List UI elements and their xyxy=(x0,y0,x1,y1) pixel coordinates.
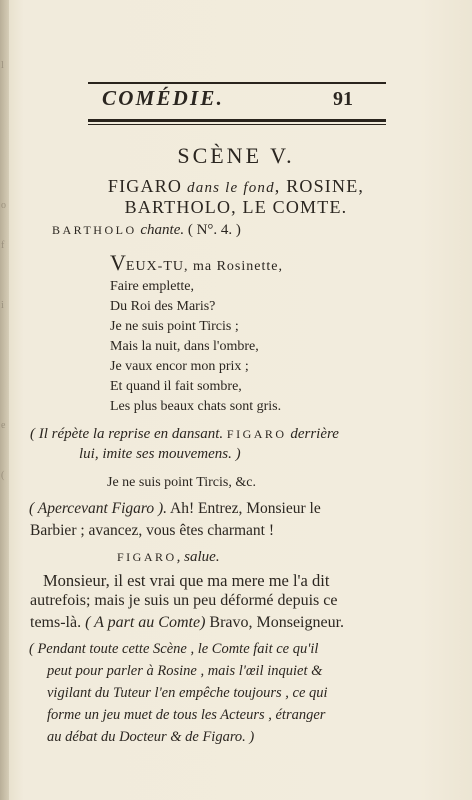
stage-direction-text: derrière xyxy=(286,426,339,442)
stage-direction-2-line: forme un jeu muet de tous les Acteurs , étranger xyxy=(47,707,326,723)
stage-direction-text: ( Il répète la reprise en dansant. xyxy=(30,426,227,442)
page-number: 91 xyxy=(333,88,353,110)
speech-text: Ah! Entrez, Monsieur le xyxy=(167,500,321,517)
cast-figaro: FIGARO xyxy=(107,176,183,196)
header-rule-bottom-thin xyxy=(88,124,386,125)
singer-note: chante. xyxy=(140,222,185,238)
bartholo-speech-line-2: Barbier ; avancez, vous êtes charmant ! xyxy=(30,522,275,539)
singer-line xyxy=(52,222,241,239)
speech-direction: ( Apercevant Figaro ). xyxy=(29,500,168,517)
speech-text: tems-là. xyxy=(30,614,86,631)
stage-direction-figaro: FIGARO xyxy=(226,427,287,441)
song-line: Faire emplette, xyxy=(110,279,194,294)
facing-page-bleed: l o f i e ( xyxy=(1,60,6,481)
song-line: Et quand il fait sombre, xyxy=(110,379,242,394)
speaker-direction: , salue. xyxy=(176,549,220,565)
song-line-1-text: EUX-TU, ma Rosinette, xyxy=(125,259,283,274)
scene-title: SCÈNE V. xyxy=(177,143,295,168)
song-line: Je vaux encor mon prix ; xyxy=(110,359,249,374)
cast-line-1 xyxy=(0,176,472,197)
song-line: Mais la nuit, dans l'ombre, xyxy=(110,339,259,354)
speech-text: Bravo, Monseigneur. xyxy=(205,614,345,631)
cast-figaro-note: dans le fond xyxy=(182,180,275,196)
figaro-speech-line-3 xyxy=(30,614,344,632)
speech-direction: ( A part au Comte) xyxy=(85,614,206,631)
figaro-cue xyxy=(117,549,220,566)
bartholo-speech-line-1 xyxy=(29,500,321,518)
running-title: COMÉDIE. xyxy=(102,86,225,110)
header-rule-top xyxy=(88,82,386,84)
song-number: ( N°. 4. ) xyxy=(184,222,241,238)
stage-direction-2-line: peut pour parler à Rosine , mais l'œil inquiet & xyxy=(47,663,323,679)
song-line-1 xyxy=(110,250,283,276)
stage-direction-2-line: vigilant du Tuteur l'en empêche toujours , ce qui xyxy=(47,685,328,701)
figaro-speech-line-1: Monsieur, il est vrai que ma mere me l'a dit xyxy=(43,571,330,590)
cast-rosine: , ROSINE, xyxy=(274,176,365,196)
figaro-speech-line-2: autrefois; mais je suis un peu déformé depuis ce xyxy=(30,592,338,609)
refrain-line: Je ne suis point Tircis, &c. xyxy=(107,475,256,490)
singer-name: BARTHOLO xyxy=(52,223,137,237)
cast-line-2: BARTHOLO, LE COMTE. xyxy=(124,197,348,217)
stage-direction-2-line: ( Pendant toute cette Scène , le Comte fait ce qu'il xyxy=(29,641,319,657)
song-dropcap: V xyxy=(110,250,126,275)
header-rule-bottom-thick xyxy=(88,119,386,122)
song-line: Je ne suis point Tircis ; xyxy=(110,319,239,334)
song-line: Du Roi des Maris? xyxy=(110,299,216,314)
stage-direction-1-line-1 xyxy=(30,426,339,443)
stage-direction-2-line: au débat du Docteur & de Figaro. ) xyxy=(47,729,255,745)
speaker-figaro: FIGARO xyxy=(117,550,177,564)
stage-direction-1-line-2: lui, imite ses mouvemens. ) xyxy=(79,446,241,462)
song-line: Les plus beaux chats sont gris. xyxy=(110,399,282,414)
